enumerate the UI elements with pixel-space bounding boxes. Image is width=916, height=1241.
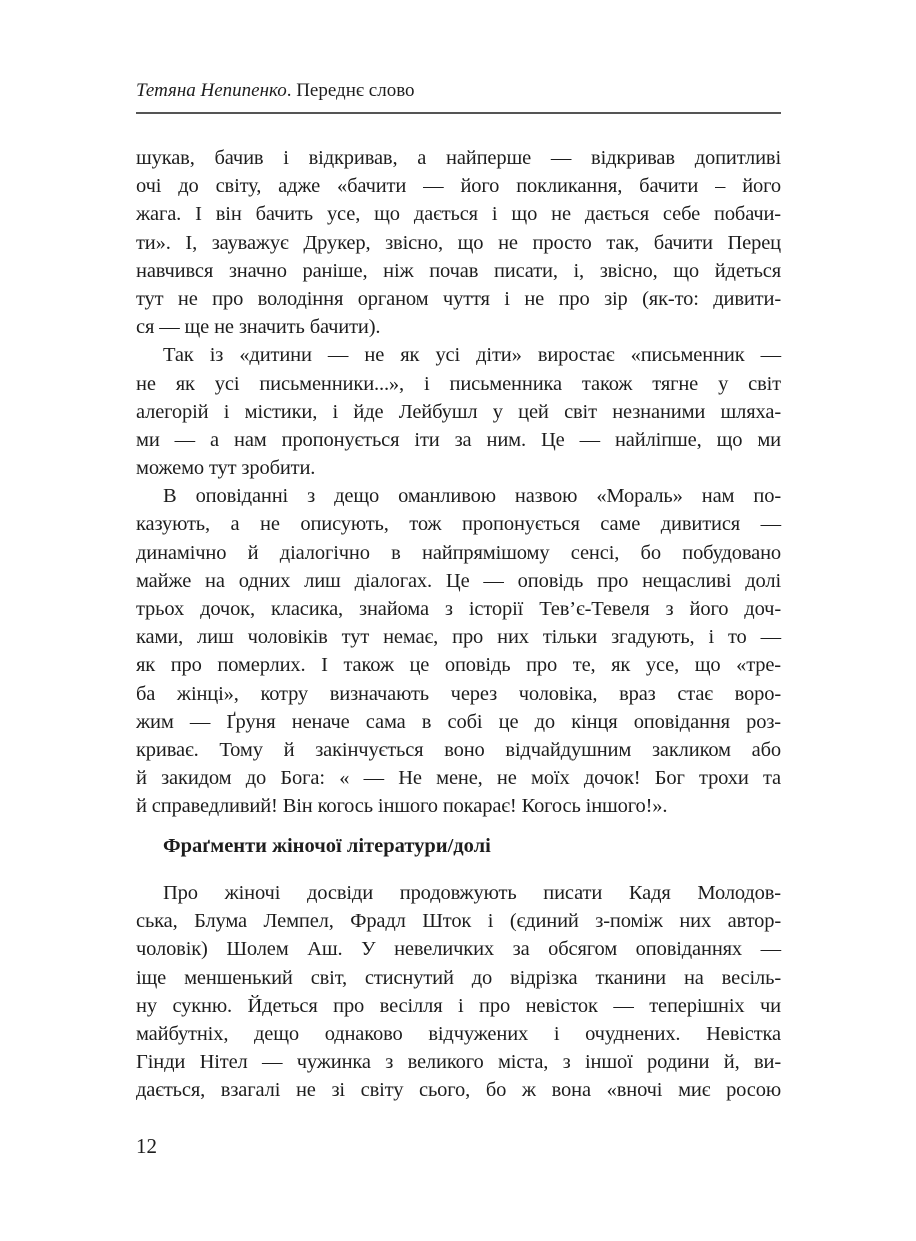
text-line: ну сукню. Йдеться про весілля і про невісток — теперішніх чи (136, 994, 781, 1017)
text-line: ками, лиш чоловіків тут немає, про них тільки згадують, і то — (136, 626, 781, 649)
text-line: ська, Блума Лемпел, Фрадл Шток і (єдиний з-поміж них автор- (136, 910, 781, 933)
text-line: трьох дочок, класика, знайома з історії Тев’є-Тевеля з його доч- (136, 598, 781, 620)
running-head (136, 80, 415, 102)
chapter-title: Переднє слово (296, 80, 415, 101)
text-line: жим — Ґруня неначе сама в собі це до кінця оповідання роз- (136, 710, 781, 733)
text-line: Про жіночі досвіди продовжують писати Кадя Молодов- (163, 882, 781, 904)
separator: . (286, 80, 297, 101)
paragraph (136, 144, 781, 341)
text-line: й справедливий! Він когось іншого покарає! Когось іншого!». (136, 795, 668, 818)
header-rule (136, 112, 781, 114)
text-line: Гінди Нітел — чужинка з великого міста, з іншої родини й, ви- (136, 1051, 781, 1074)
text-line: шукав, бачив і відкривав, а найперше — відкривав допитливі (136, 147, 781, 169)
paragraph (136, 341, 781, 482)
text-line: тут не про володіння органом чуття і не про зір (як-то: дивити- (136, 287, 781, 310)
text-line: криває. Тому й закінчується воно відчайдушним закликом або (136, 738, 781, 761)
text-line: В оповіданні з дещо оманливою назвою «Мораль» нам по- (163, 485, 781, 508)
text-line: майже на одних лиш діалогах. Це — оповідь про нещасливі долі (136, 569, 781, 592)
text-line: жага. І він бачить усе, що дається і що не дається себе побачи- (136, 203, 781, 226)
text-line: казують, а не описують, тож пропонується саме дивитися — (136, 513, 781, 536)
text-line: ба жінці», котру визначають через чоловіка, враз стає воро- (136, 682, 781, 705)
page-number: 12 (136, 1134, 157, 1158)
text-line: ти». І, зауважує Друкер, звісно, що не просто так, бачити Перец (136, 231, 781, 254)
text-line: й закидом до Бога: « — Не мене, не моїх дочок! Бог трохи та (136, 767, 781, 790)
paragraph (136, 879, 781, 1105)
paragraph (136, 482, 781, 820)
text-line: майбутніх, дещо однаково відчужених і очуднених. Невістка (136, 1022, 781, 1045)
text-line: дається, взагалі не зі світу сього, бо ж вона «вночі миє росою (136, 1079, 781, 1102)
text-line: чоловік) Шолем Аш. У невеличких за обсягом оповіданнях — (136, 938, 781, 961)
text-line: ся — ще не значить бачити). (136, 316, 381, 339)
author-name: Тетяна Непипенко (136, 80, 287, 101)
text-line: динамічно й діалогічно в найпрямішому сенсі, бо побудовано (136, 541, 781, 564)
text-line: ми — а нам пропонується іти за ним. Це — найліпше, що ми (136, 428, 781, 451)
body-text-section-1 (136, 144, 781, 821)
text-line: очі до світу, адже «бачити — його покликання, бачити – його (136, 175, 781, 198)
text-line: іще меншенький світ, стиснутий до відрізка тканини на весіль- (136, 966, 781, 989)
body-text-section-2 (136, 879, 781, 1105)
text-line: не як усі письменники...», і письменника також тягне у світ (136, 372, 781, 395)
text-line: як про померлих. І також це оповідь про те, як усе, що «тре- (136, 654, 781, 677)
text-line: Так із «дитини — не як усі діти» виростає «письменник — (163, 344, 781, 367)
text-line: навчився значно раніше, ніж почав писати, і, звісно, що йдеться (136, 259, 781, 282)
text-line: алегорій і містики, і йде Лейбушл у цей світ незнаними шляха- (136, 400, 781, 423)
section-heading: Фраґменти жіночої літератури/долі (163, 835, 491, 857)
text-line: можемо тут зробити. (136, 457, 316, 480)
